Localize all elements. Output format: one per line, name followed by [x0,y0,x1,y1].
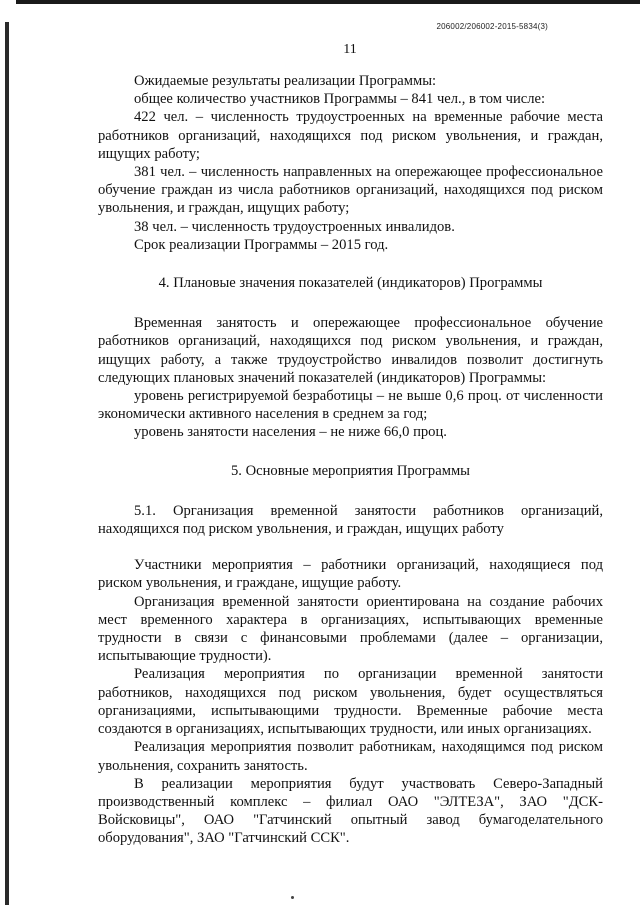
top-border-line [16,0,640,4]
results-employed: 422 чел. – численность трудоустроенных на временные рабочие места работников организаций, находящихся под риском увольнения, и граждан, ищущих работу; [98,109,603,162]
results-disabled: 38 чел. – численность трудоустроенных инвалидов. [134,218,455,235]
scan-speck [291,896,294,899]
participants-paragraph: Участники мероприятия – работники организаций, находящиеся под риском увольнения, и граждане, ищущие работу. [98,557,603,592]
benefit-paragraph: Реализация мероприятия позволит работникам, находящимся под риском увольнения, сохранить занятость. [98,739,603,774]
section-5-1-subtitle: 5.1. Организация временной занятости работников организаций, находящихся под риском увольнения, и граждан, ищущих работу [98,502,603,538]
results-total: общее количество участников Программы – 841 чел., в том числе: [134,91,546,108]
results-trained: 381 чел. – численность направленных на опережающее профессиональное обучение граждан из числа работников организаций, находящихся под риском увольнения, и граждан, ищущих работу; [98,164,603,217]
section-4-intro: Временная занятость и опережающее профессиональное обучение работников организаций, находящихся под риском увольнения, и граждан, ищущих работу, а также трудоустройство инвалидов позволит достигнуть следующих плановых значений показателей (индикаторов) Программы: [98,315,603,386]
results-heading: Ожидаемые результаты реализации Программы: [134,73,437,89]
indicator-employment: уровень занятости населения – не ниже 66,0 проц. [134,424,447,441]
section-4-title: 4. Плановые значения показателей (индикаторов) Программы [158,275,543,292]
indicator-unemployment: уровень регистрируемой безработицы – не выше 0,6 проц. от численности экономически активного населения в среднем за год; [98,388,603,423]
page-number: 11 [343,42,357,57]
companies-paragraph: В реализации мероприятия будут участвовать Северо-Западный производственный комплекс – филиал ОАО "ЭЛТЕЗА", ЗАО "ДСК-Войсковицы", ОАО "Гатчинский опытный завод бумагоделательного оборудования", ЗАО "Гатчинский ССК". [98,775,603,847]
implementation-paragraph: Реализация мероприятия по организации временной занятости работников, находящихся под риском увольнения, будет осуществляться организациями, испытывающими трудности. Временные рабочие места создаются в организациях, испытывающих трудности, или иных организациях. [98,666,603,738]
section-5-title: 5. Основные мероприятия Программы [230,462,470,479]
results-term: Срок реализации Программы – 2015 год. [134,236,389,253]
document-id: 206002/206002-2015-5834(3) [436,22,548,31]
document-body [98,72,603,848]
organization-paragraph: Организация временной занятости ориентирована на создание рабочих мест временного характера в организациях, испытывающих временные трудности в связи с финансовыми проблемами (далее – организации, испытывающие трудности). [98,593,603,665]
left-scan-edge [5,22,9,905]
